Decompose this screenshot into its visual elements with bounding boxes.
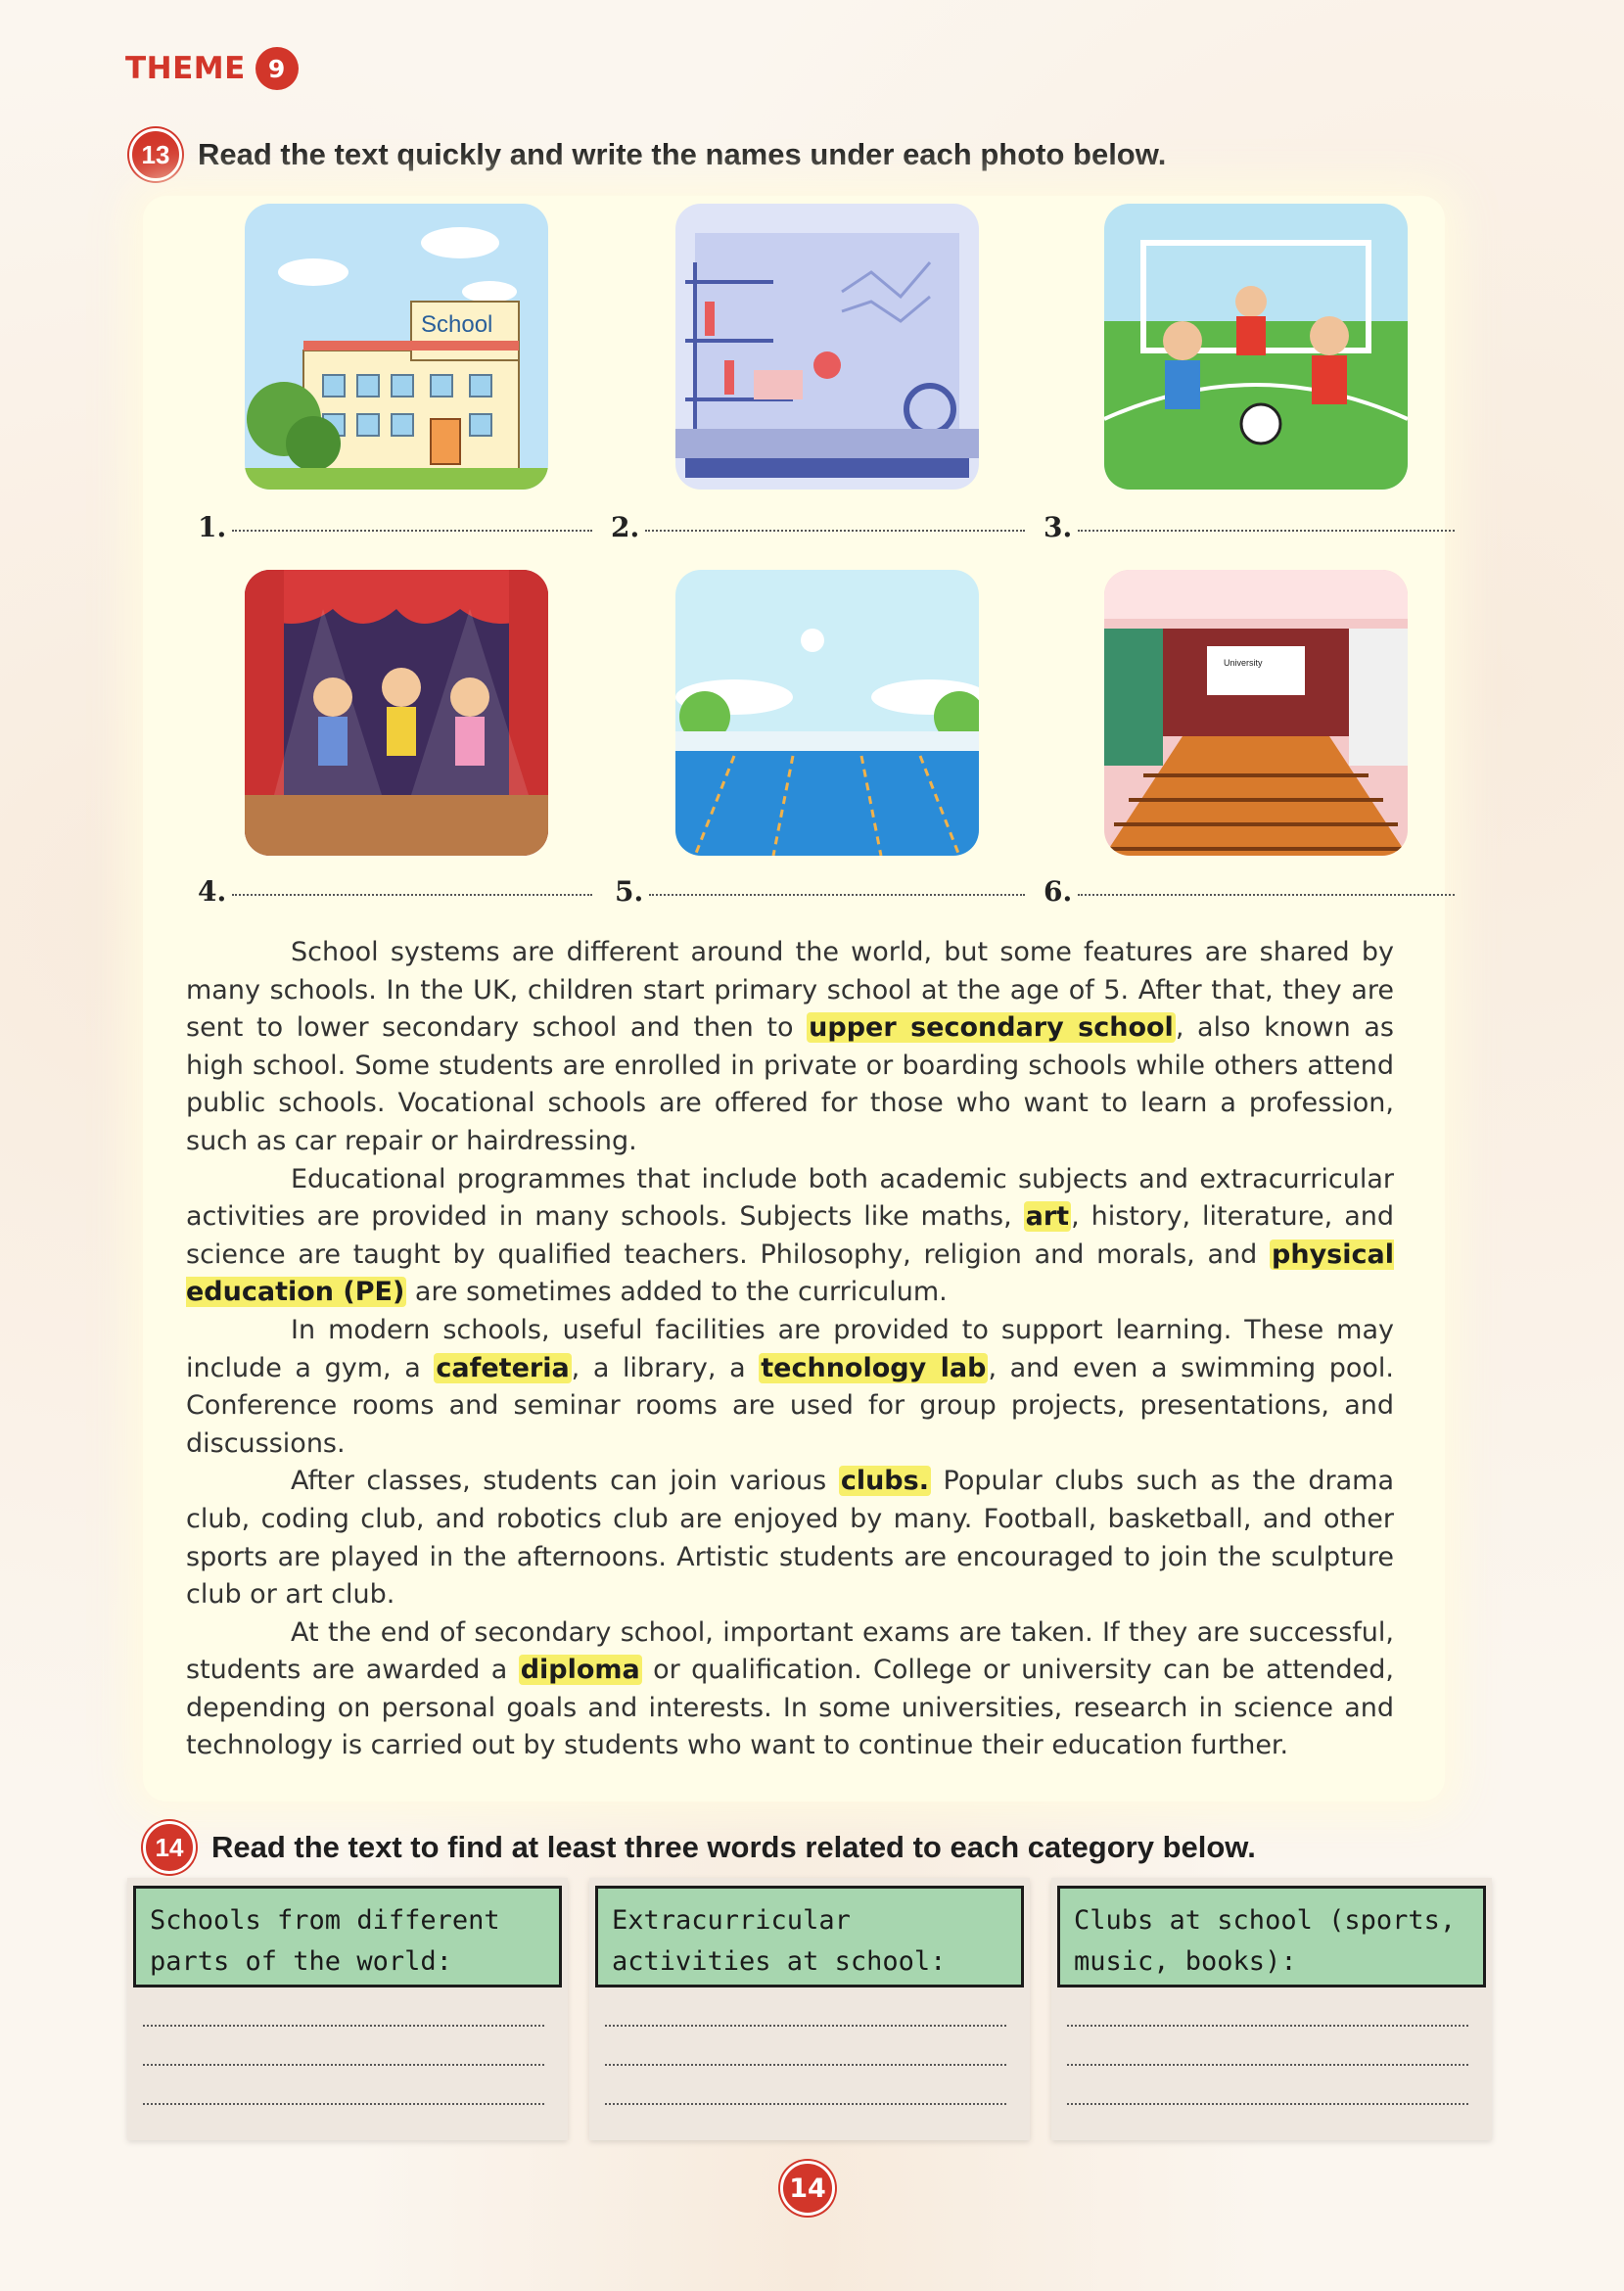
category-card-clubs: [1051, 1878, 1492, 2140]
answer-number-6: 6.: [1044, 875, 1073, 908]
exercise-14-instruction: Read the text to find at least three words related to each category below.: [211, 1830, 1256, 1864]
category-answer-line[interactable]: [605, 2103, 1006, 2105]
category-answer-line[interactable]: [1067, 2103, 1468, 2105]
highlight-diploma: diploma: [520, 1655, 640, 1686]
answer-blank-2[interactable]: [645, 530, 1025, 532]
photo-football-match: [1104, 204, 1408, 490]
category-answer-line[interactable]: [143, 2064, 544, 2066]
category-title-schools: Schools from different parts of the world:: [133, 1886, 562, 1987]
answer-line-3[interactable]: [1044, 511, 1455, 543]
theme-tag: [125, 47, 299, 90]
highlight-technology-lab: technology lab: [761, 1352, 987, 1383]
page-number: 14: [780, 2161, 835, 2216]
answer-blank-4[interactable]: [232, 894, 592, 896]
answer-number-4: 4.: [198, 875, 227, 908]
answer-blank-1[interactable]: [232, 530, 592, 532]
highlight-upper-secondary-school: upper secondary school: [809, 1012, 1174, 1044]
highlight-physical-education: physical education (PE): [186, 1239, 1394, 1308]
highlight-clubs: clubs.: [840, 1466, 929, 1497]
answer-number-2: 2.: [611, 511, 640, 543]
category-card-extracurricular: [589, 1878, 1030, 2140]
reading-paragraph-2: Educational programmes that include both academic subjects and extracurricular activities are provided in many schools. Subjects like maths, art, history, literature, and science are taught by qualified teachers. Philosophy, religion and morals, and physical education (PE) are sometimes added to the curriculum.: [186, 1163, 1394, 1308]
highlight-art: art: [1025, 1201, 1070, 1233]
photo-drama-stage: [245, 570, 548, 856]
answer-number-3: 3.: [1044, 511, 1073, 543]
answer-blank-3[interactable]: [1078, 530, 1455, 532]
exercise-14-heading: [143, 1821, 1256, 1874]
swimming-pool-illustration: [675, 570, 979, 856]
exercise-13-number: 13: [129, 128, 182, 181]
answer-line-1[interactable]: [198, 511, 592, 543]
category-title-clubs: Clubs at school (sports, music, books):: [1057, 1886, 1486, 1987]
answer-line-6[interactable]: [1044, 875, 1455, 908]
exercise-13-heading: [129, 128, 1166, 181]
highlight-cafeteria: cafeteria: [436, 1352, 570, 1383]
photo-science-lab: [675, 204, 979, 490]
category-answer-line[interactable]: [1067, 2025, 1468, 2027]
category-answer-line[interactable]: [605, 2025, 1006, 2027]
reading-text: [186, 934, 1394, 1765]
theme-number-badge: 9: [255, 47, 299, 90]
exercise-14-number: 14: [143, 1821, 196, 1874]
category-answer-line[interactable]: [605, 2064, 1006, 2066]
theme-label: THEME: [125, 51, 246, 86]
exercise-13-instruction: Read the text quickly and write the names under each photo below.: [198, 137, 1167, 171]
school-sign: School: [421, 311, 493, 338]
category-answer-line[interactable]: [143, 2025, 544, 2027]
photo-school-building: [245, 204, 548, 490]
answer-blank-6[interactable]: [1078, 894, 1455, 896]
photo-lecture-hall: [1104, 570, 1408, 856]
answer-line-5[interactable]: [615, 875, 1025, 908]
reading-paragraph-5: At the end of secondary school, important exams are taken. If they are successful, students are awarded a diploma or qualification. College or university can be attended, depending on personal goals and interests. In some universities, research in science and technology is carried out by students who want to continue their education further.: [186, 1616, 1394, 1761]
answer-line-2[interactable]: [611, 511, 1025, 543]
answer-number-5: 5.: [615, 875, 644, 908]
lecture-screen-text: University: [1224, 658, 1263, 668]
answer-number-1: 1.: [198, 511, 227, 543]
reading-paragraph-1: School systems are different around the world, but some features are shared by many schools. In the UK, children start primary school at the age of 5. After that, they are sent to lower secondary school and then to upper secondary school, also known as high school. Some students are enrolled in private or boarding schools while others attend public schools. Vocational schools are offered for those who want to learn a profession, such as car repair or hairdressing.: [186, 937, 1394, 1156]
science-lab-illustration: [675, 204, 979, 490]
answer-line-4[interactable]: [198, 875, 592, 908]
category-answer-line[interactable]: [1067, 2064, 1468, 2066]
reading-paragraph-3: In modern schools, useful facilities are provided to support learning. These may include a gym, a cafeteria, a library, a technology lab, and even a swimming pool. Conference rooms and seminar rooms are used for group projects, presentations, and discussions.: [186, 1314, 1395, 1459]
photo-swimming-pool: [675, 570, 979, 856]
category-title-extracurricular: Extracurricular activities at school:: [595, 1886, 1024, 1987]
answer-blank-5[interactable]: [649, 894, 1025, 896]
category-answer-line[interactable]: [143, 2103, 544, 2105]
football-illustration: [1104, 204, 1408, 490]
category-card-schools: [127, 1878, 568, 2140]
school-building-illustration: [245, 204, 548, 490]
reading-paragraph-4: After classes, students can join various clubs. Popular clubs such as the drama club, coding club, and robotics club are enjoyed by many. Football, basketball, and other sports are played in the afternoons. Artistic students are encouraged to join the sculpture club or art club.: [186, 1466, 1394, 1611]
lecture-hall-illustration: [1104, 570, 1408, 856]
drama-stage-illustration: [245, 570, 548, 856]
